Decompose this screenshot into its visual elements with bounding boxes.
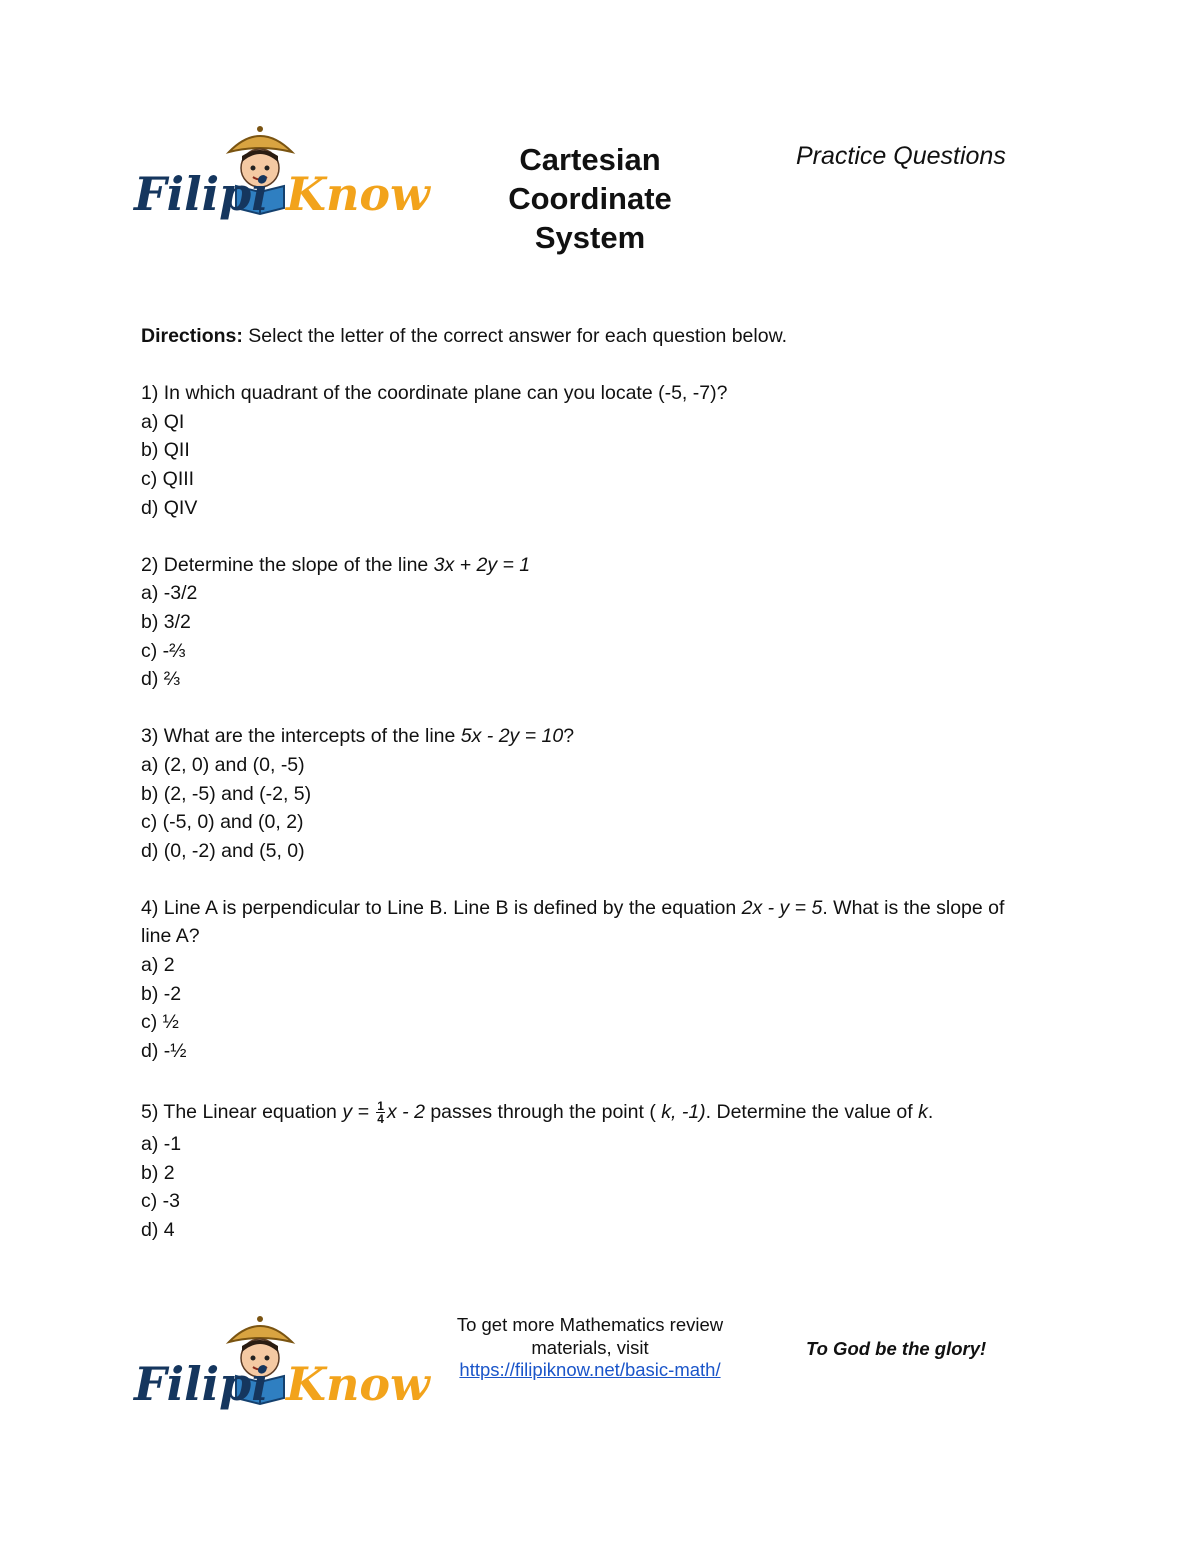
logo-icon [134,122,430,232]
option: c) QIII [141,467,195,490]
directions-label: Directions: [141,325,243,347]
equation: 2x - y = 5 [741,896,823,919]
directions-text: Select the letter of the correct answer for each question below. [242,325,787,347]
question-prompt-end: . Determine the value of [705,1101,919,1124]
question-number: 1) [141,382,159,405]
question-2 [141,551,1041,694]
page-title [470,140,710,257]
option: b) 3/2 [141,610,191,633]
footer-glory: To God be the glory! [806,1338,987,1359]
variable: k [918,1101,928,1124]
question-text [141,722,1041,751]
question-number: 4) [141,896,159,919]
question-prompt-mid: passes through the point ( [424,1101,662,1124]
question-prompt: In which quadrant of the coordinate plane can you locate (-5, -7)? [163,382,728,405]
question-4 [141,894,1041,1066]
question-3 [141,722,1041,865]
option: b) QII [141,439,190,462]
question-number: 3) [141,725,159,748]
equation: 3x + 2y = 1 [433,553,531,576]
fraction-denominator: 4 [377,1112,384,1127]
filipiknow-logo-bottom [134,1312,430,1422]
question-number: 5) [141,1101,159,1124]
question-prompt: The Linear equation [163,1101,343,1124]
svg-text:Filipi: Filipi [134,1357,269,1411]
option: b) (2, -5) and (-2, 5) [141,782,312,805]
option: d) (0, -2) and (5, 0) [141,839,305,862]
question-prompt-end: . What is the slope of line A? [141,896,1005,948]
option: d) -½ [141,1039,187,1062]
option: c) ½ [141,1011,179,1034]
option: c) (-5, 0) and (0, 2) [141,811,304,834]
footer-note [440,1314,740,1382]
svg-text:Filipi: Filipi [134,167,269,221]
svg-text:Know: Know [286,167,430,221]
option: b) -2 [141,982,182,1005]
question-text [141,379,1041,408]
question-prompt: Line A is perpendicular to Line B. Line B is defined by the equation [163,896,742,919]
question-text [141,894,1021,951]
option: a) 2 [141,954,175,977]
directions [141,322,1041,351]
option: a) -1 [141,1133,182,1156]
question-text [141,551,1041,580]
logo-icon [134,1312,430,1422]
question-prompt: Determine the slope of the line [163,553,434,576]
footer-link[interactable]: https://filipiknow.net/basic-math/ [459,1359,721,1380]
filipiknow-logo-top [134,122,430,232]
question-number: 2) [141,553,159,576]
option: b) 2 [141,1161,175,1184]
question-text [141,1094,1041,1130]
svg-text:Know: Know [286,1357,430,1411]
title-line: Cartesian [519,142,661,177]
fraction-numerator: 1 [377,1099,384,1114]
option: a) (2, 0) and (0, -5) [141,753,305,776]
option: c) -3 [141,1190,180,1213]
question-punctuation: ? [563,725,575,748]
equation-lhs: y = [342,1101,375,1124]
page-subtitle: Practice Questions [796,142,1006,170]
equation-rhs: x - 2 [386,1101,425,1124]
fraction [376,1100,385,1125]
option: a) QI [141,410,185,433]
question-punctuation: . [927,1101,934,1124]
option: a) -3/2 [141,582,198,605]
option: c) -⅔ [141,639,186,662]
title-line: System [534,220,646,255]
worksheet-body [141,322,1041,1273]
question-1 [141,379,1041,522]
title-line: Coordinate [508,181,672,216]
option: d) QIV [141,496,198,519]
question-prompt: What are the intercepts of the line [163,725,461,748]
equation: 5x - 2y = 10 [460,725,564,748]
question-5 [141,1094,1041,1244]
footer-note-text: To get more Mathematics review materials, visit [456,1314,724,1358]
point: k, -1) [661,1101,706,1124]
option: d) ⅔ [141,668,181,691]
option: d) 4 [141,1218,175,1241]
